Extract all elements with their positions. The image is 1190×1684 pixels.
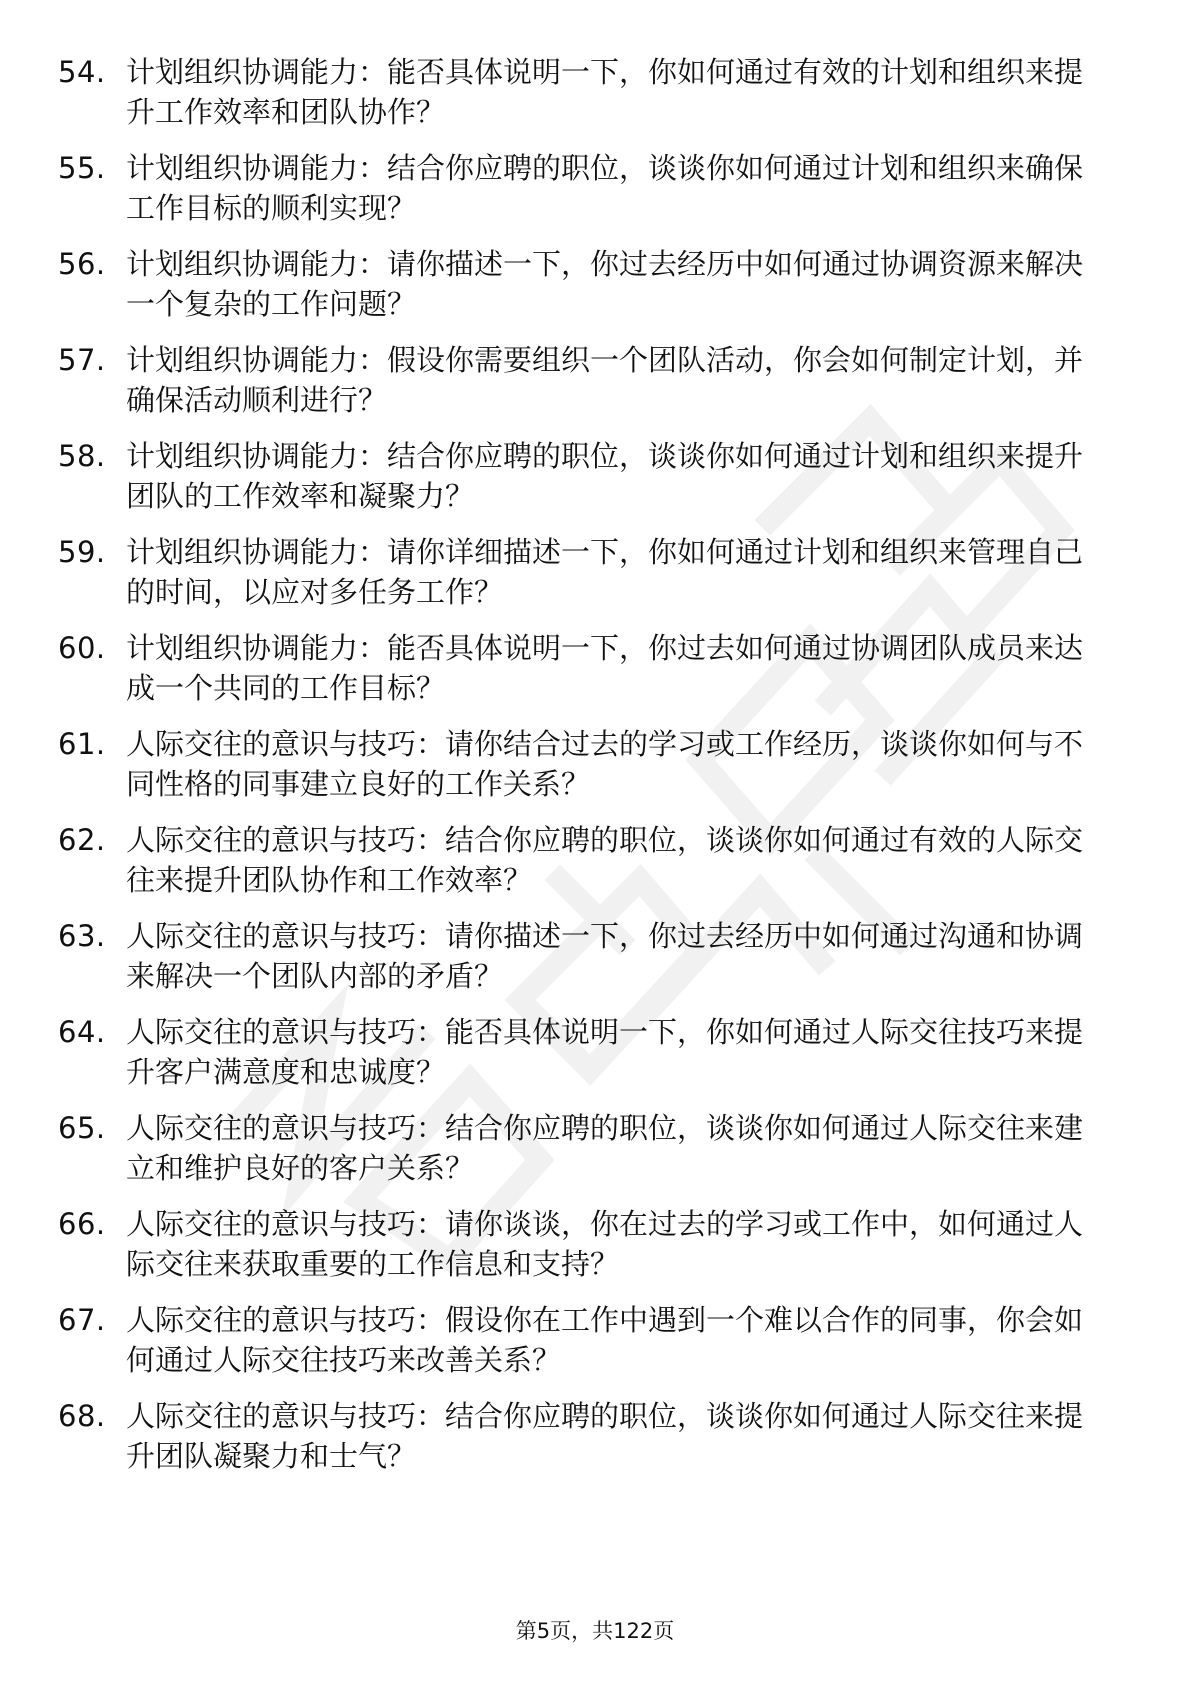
question-text: 人际交往的意识与技巧：假设你在工作中遇到一个难以合作的同事，你会如何通过人际交往技巧来改善关系？ <box>126 1303 1084 1377</box>
question-text: 计划组织协调能力：请你详细描述一下，你如何通过计划和组织来管理自己的时间，以应对多任务工作？ <box>126 535 1084 609</box>
question-text: 计划组织协调能力：请你描述一下，你过去经历中如何通过协调资源来解决一个复杂的工作问题？ <box>126 247 1084 321</box>
question-text: 人际交往的意识与技巧：能否具体说明一下，你如何通过人际交往技巧来提升客户满意度和忠诚度？ <box>126 1015 1084 1089</box>
question-text: 计划组织协调能力：能否具体说明一下，你过去如何通过协调团队成员来达成一个共同的工作目标？ <box>126 631 1084 705</box>
question-item <box>58 436 1118 532</box>
page-footer: 第5页，共122页 <box>515 1619 675 1643</box>
question-number: 64. <box>58 1015 106 1049</box>
question-item <box>58 916 1118 1012</box>
question-text: 人际交往的意识与技巧：请你结合过去的学习或工作经历，谈谈你如何与不同性格的同事建立良好的工作关系？ <box>126 727 1084 801</box>
question-item <box>58 532 1118 628</box>
question-number: 66. <box>58 1207 106 1241</box>
question-item <box>58 724 1118 820</box>
question-number: 54. <box>58 55 106 89</box>
question-number: 67. <box>58 1303 106 1337</box>
question-text: 人际交往的意识与技巧：结合你应聘的职位，谈谈你如何通过有效的人际交往来提升团队协作和工作效率？ <box>126 823 1084 897</box>
question-item <box>58 1300 1118 1396</box>
question-item <box>58 1204 1118 1300</box>
question-item <box>58 1396 1118 1492</box>
question-text: 计划组织协调能力：假设你需要组织一个团队活动，你会如何制定计划，并确保活动顺利进行？ <box>126 343 1084 417</box>
question-number: 61. <box>58 727 106 761</box>
question-number: 60. <box>58 631 106 665</box>
question-text: 人际交往的意识与技巧：请你谈谈，你在过去的学习或工作中，如何通过人际交往来获取重要的工作信息和支持？ <box>126 1207 1084 1281</box>
question-text: 人际交往的意识与技巧：请你描述一下，你过去经历中如何通过沟通和协调来解决一个团队内部的矛盾？ <box>126 919 1084 993</box>
question-number: 58. <box>58 439 106 473</box>
question-item <box>58 1012 1118 1108</box>
question-number: 55. <box>58 151 106 185</box>
question-item <box>58 52 1118 148</box>
question-number: 59. <box>58 535 106 569</box>
question-item <box>58 628 1118 724</box>
question-text: 计划组织协调能力：能否具体说明一下，你如何通过有效的计划和组织来提升工作效率和团队协作？ <box>126 55 1084 129</box>
question-number: 65. <box>58 1111 106 1145</box>
question-number: 68. <box>58 1399 106 1433</box>
question-text: 计划组织协调能力：结合你应聘的职位，谈谈你如何通过计划和组织来提升团队的工作效率和凝聚力？ <box>126 439 1084 513</box>
question-item <box>58 1108 1118 1204</box>
question-list <box>58 52 1118 1492</box>
question-text: 人际交往的意识与技巧：结合你应聘的职位，谈谈你如何通过人际交往来建立和维护良好的客户关系？ <box>126 1111 1084 1185</box>
question-number: 63. <box>58 919 106 953</box>
question-item <box>58 148 1118 244</box>
question-text: 计划组织协调能力：结合你应聘的职位，谈谈你如何通过计划和组织来确保工作目标的顺利实现？ <box>126 151 1084 225</box>
question-number: 62. <box>58 823 106 857</box>
question-number: 57. <box>58 343 106 377</box>
question-item <box>58 820 1118 916</box>
question-text: 人际交往的意识与技巧：结合你应聘的职位，谈谈你如何通过人际交往来提升团队凝聚力和士气？ <box>126 1399 1084 1473</box>
question-item <box>58 244 1118 340</box>
question-number: 56. <box>58 247 106 281</box>
question-item <box>58 340 1118 436</box>
